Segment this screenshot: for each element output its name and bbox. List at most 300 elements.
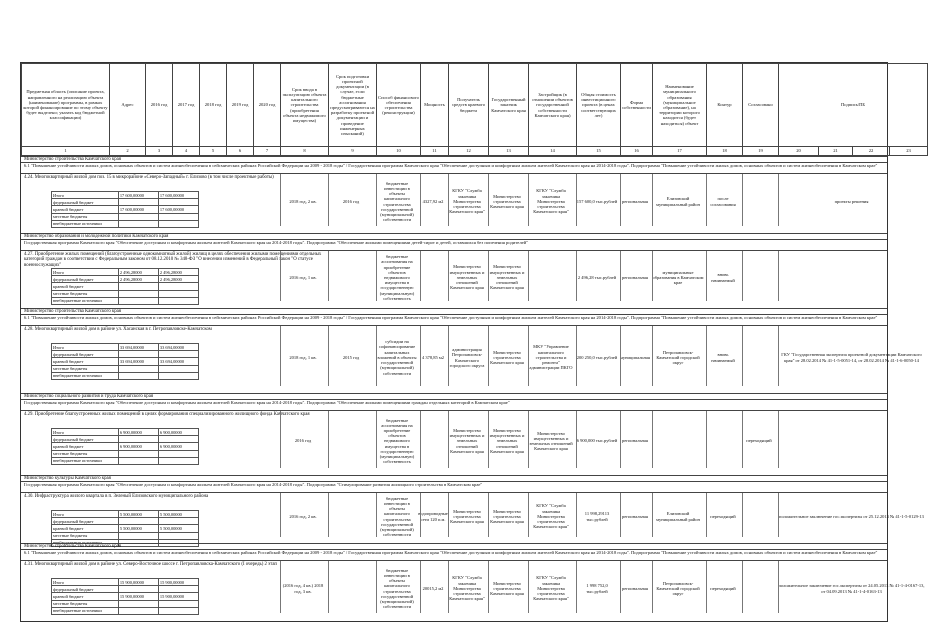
financing-cell: местные бюджеты bbox=[52, 213, 119, 220]
financing-row bbox=[52, 450, 199, 457]
financing-cell bbox=[118, 351, 158, 358]
financing-cell: федеральный бюджет bbox=[52, 276, 119, 283]
municipality: Петропавловск-Камчатский городской округ bbox=[656, 580, 700, 597]
developer: КГКУ "Служба заказчика Министерства строительства Камчатского края" bbox=[533, 575, 569, 602]
financing-row bbox=[52, 351, 199, 358]
financing-row bbox=[52, 344, 199, 351]
financing-method: бюджетные инвестиции в объекты капитального строительства государственной (муниципальной) собственности bbox=[380, 567, 414, 610]
budget-receiver: администрация Петропавловск-Камчатского городского округа bbox=[449, 347, 485, 368]
column-divider bbox=[448, 561, 449, 613]
column-number: 6 bbox=[227, 147, 254, 156]
ownership-form: региональная bbox=[622, 438, 648, 444]
financing-cell: Итого bbox=[52, 269, 119, 276]
financing-cell: 2 496,28000 bbox=[158, 276, 198, 283]
approval bbox=[742, 255, 776, 300]
column-number: 23 bbox=[890, 147, 928, 156]
financing-table bbox=[51, 578, 199, 615]
financing-row bbox=[52, 436, 199, 443]
capacity: 4 378,85 м2 bbox=[422, 354, 444, 360]
column-number: 10 bbox=[377, 147, 421, 156]
column-divider bbox=[652, 493, 653, 537]
object-title: 4.27. Приобретение жилых помещений (благоустроенные однокомнатный жилой) жилищ в целях обеспечения жилыми помещениями отдельных категорий граждан в соответствии с Федеральным законом от 08.12.2010 № 348-ФЗ "О внесении изменений в Федеральный закон "О статусе военнослужащих" bbox=[24, 252, 322, 268]
column-divider bbox=[576, 561, 577, 613]
column-divider bbox=[376, 326, 377, 386]
column-number: 21 bbox=[819, 147, 853, 156]
financing-cell: 15 900,00000 bbox=[118, 579, 158, 586]
column-divider bbox=[778, 493, 779, 537]
column-divider bbox=[620, 251, 621, 301]
financing-cell bbox=[118, 450, 158, 457]
column-divider bbox=[528, 174, 529, 226]
column-number: 16 bbox=[621, 147, 653, 156]
header-cell: 2016 год bbox=[146, 64, 173, 147]
column-divider bbox=[742, 174, 743, 226]
column-number: 8 bbox=[281, 147, 329, 156]
header-cell: Общая стоимость инвестиционного проекта (в ценах соответствующих лет) bbox=[577, 64, 621, 147]
column-number: 15 bbox=[577, 147, 621, 156]
object-row bbox=[21, 492, 924, 546]
column-divider bbox=[652, 251, 653, 301]
object-row bbox=[21, 173, 887, 226]
approval bbox=[742, 178, 776, 225]
approval: переходящий bbox=[746, 438, 772, 444]
ownership-form: муниципальная bbox=[620, 354, 650, 360]
financing-table bbox=[51, 268, 199, 305]
column-divider bbox=[420, 251, 421, 301]
column-divider bbox=[706, 411, 707, 468]
financing-cell: местные бюджеты bbox=[52, 290, 119, 297]
financing-cell bbox=[158, 586, 198, 593]
column-divider bbox=[488, 326, 489, 386]
column-divider bbox=[328, 561, 329, 613]
ministry-band: Министерство строительства Камчатского края bbox=[21, 156, 887, 162]
program-row: 6.1 "Повышение устойчивости жилых домов, основных объектов и систем жизнеобеспечения в сейсмических районах Российской Федерации на 2009 - 2018 годы" / Государственная программа Камчатского края "Обеспечение доступным и комфортным жильем жителей Камчатского края на 2014-2018 годы". Подпрограмма "Повышение устойчивости жилых домов, основных объектов и систем жизнеобеспечения в Камчатском крае" bbox=[21, 314, 887, 325]
column-divider bbox=[448, 411, 449, 468]
column-divider bbox=[576, 251, 577, 301]
column-divider bbox=[706, 493, 707, 537]
contour: вновь начинаемый bbox=[711, 272, 735, 283]
program-row: Государственная программа Камчатского края "Обеспечение доступным и комфортным жильем жителей Камчатского края на 2014-2018 годы". Подпрограмма "Стимулирование развития жилищного строительства в Камчатском крае" bbox=[21, 481, 887, 492]
column-divider bbox=[528, 493, 529, 537]
financing-cell: Итого bbox=[52, 579, 119, 586]
column-number: 9 bbox=[329, 147, 377, 156]
financing-cell: 17 600,00000 bbox=[158, 206, 198, 213]
column-divider bbox=[778, 326, 779, 386]
capacity bbox=[420, 255, 446, 300]
financing-cell: Итого bbox=[52, 344, 119, 351]
column-divider bbox=[576, 174, 577, 226]
column-divider bbox=[328, 411, 329, 468]
financing-cell bbox=[118, 532, 158, 539]
financing-cell: краевой бюджет bbox=[52, 283, 119, 290]
total-cost: 6 900,000 тыс.рублей bbox=[576, 438, 618, 444]
column-divider bbox=[706, 251, 707, 301]
financing-cell: 6 900,00000 bbox=[158, 443, 198, 450]
approval bbox=[742, 497, 776, 536]
financing-cell: Итого bbox=[52, 511, 119, 518]
column-number: 22 bbox=[853, 147, 890, 156]
financing-cell bbox=[158, 351, 198, 358]
financing-table bbox=[51, 428, 199, 465]
column-divider bbox=[652, 411, 653, 468]
column-divider bbox=[742, 493, 743, 537]
header-cell: Мощность bbox=[421, 64, 449, 147]
financing-cell: 6 900,00000 bbox=[118, 443, 158, 450]
financing-cell bbox=[158, 450, 198, 457]
financing-table bbox=[51, 510, 199, 547]
developer: КГКУ "Служба заказчика Министерства строительства Камчатского края" bbox=[533, 503, 569, 530]
financing-cell bbox=[158, 607, 198, 614]
ownership-form: региональная bbox=[622, 198, 648, 204]
capacity: 4327,92 м2 bbox=[422, 198, 444, 204]
financing-row bbox=[52, 457, 199, 464]
column-divider bbox=[528, 251, 529, 301]
column-divider bbox=[376, 493, 377, 537]
column-divider bbox=[706, 174, 707, 226]
financing-method: бюджетные инвестиции в объекты капитального строительства государственной (муниципальной) собственности bbox=[380, 495, 414, 538]
column-divider bbox=[280, 326, 281, 386]
column-number: 19 bbox=[743, 147, 779, 156]
program-row: Государственная программа Камчатского края "Обеспечение доступным и комфортным жильем жителей Камчатского края на 2014-2018 годы". Подпрограмма "Обеспечение жилыми помещениями граждан отдельных категорий в Камчатском крае" bbox=[21, 399, 887, 410]
financing-cell: 2 496,28000 bbox=[158, 269, 198, 276]
financing-cell: 5 500,00000 bbox=[158, 525, 198, 532]
column-divider bbox=[706, 561, 707, 613]
financing-cell bbox=[118, 283, 158, 290]
financing-cell: федеральный бюджет bbox=[52, 518, 119, 525]
column-divider bbox=[620, 174, 621, 226]
ministry-band: Министерство социального развития и труда Камчатского края bbox=[21, 393, 887, 399]
municipality: Петропавловск-Камчатский городской округ bbox=[656, 349, 700, 366]
column-divider bbox=[448, 493, 449, 537]
column-divider bbox=[620, 493, 621, 537]
financing-cell: 6 900,00000 bbox=[158, 429, 198, 436]
financing-cell bbox=[118, 199, 158, 206]
capacity: водопроводные сети 120 п.м. bbox=[418, 511, 448, 522]
column-divider bbox=[742, 251, 743, 301]
financing-cell bbox=[118, 600, 158, 607]
column-divider bbox=[620, 411, 621, 468]
budget-receiver: Министерство строительства Камчатского края bbox=[450, 508, 484, 525]
financing-cell: 33 694,00000 bbox=[118, 358, 158, 365]
developer: МКУ "Управление капитального строительства и ремонта" администрации ПКГО bbox=[529, 344, 573, 371]
column-divider bbox=[376, 174, 377, 226]
financing-cell bbox=[158, 220, 198, 227]
column-divider bbox=[376, 411, 377, 468]
column-divider bbox=[652, 561, 653, 613]
financing-row bbox=[52, 593, 199, 600]
column-divider bbox=[706, 326, 707, 386]
expertise-note: проекты решения bbox=[834, 198, 869, 204]
financing-cell: 2 496,28000 bbox=[118, 276, 158, 283]
developer bbox=[528, 255, 574, 300]
financing-method: бюджетные инвестиции в объекты капитального строительства государственной (муниципальной) собственности bbox=[380, 180, 414, 223]
column-number: 1 bbox=[22, 147, 110, 156]
header-cell: Форма собственности bbox=[621, 64, 653, 147]
financing-row bbox=[52, 532, 199, 539]
financing-cell bbox=[158, 290, 198, 297]
column-divider bbox=[376, 251, 377, 301]
completion-term: (2016 год, 4 кв.) 2018 год, 3 кв. bbox=[282, 583, 324, 594]
header-cell: Контур bbox=[707, 64, 743, 147]
financing-row bbox=[52, 365, 199, 372]
financing-cell: Итого bbox=[52, 192, 119, 199]
column-divider bbox=[528, 561, 529, 613]
header-cell: 2020 год bbox=[254, 64, 281, 147]
header-cell: Согласовано bbox=[743, 64, 779, 147]
financing-method: бюджетные ассигнования на приобретение объектов недвижимого имущества в государственную (муниципальную) собственность bbox=[379, 417, 415, 465]
total-cost: 2 496,28 тыс.рублей bbox=[577, 274, 617, 280]
financing-cell: внебюджетные источники bbox=[52, 220, 119, 227]
column-divider bbox=[488, 493, 489, 537]
header-cell: Государственный заказчик Камчатского края bbox=[489, 64, 529, 147]
financing-row bbox=[52, 358, 199, 365]
column-divider bbox=[328, 326, 329, 386]
developer: КГКУ "Служба заказчика Министерства строительства Камчатского края" bbox=[533, 188, 569, 215]
ministry-band: Министерство образования и молодежной политики Камчатского края bbox=[21, 233, 887, 239]
expertise-note: положительное заключение гос.экспертизы от 25.12.2013 № 41-1-5-0129-13 bbox=[779, 513, 924, 519]
approval bbox=[742, 565, 776, 612]
object-title: 4.24. Многоквартирный жилой дом поз. 15 в микрорайоне «Северо-Западный» г. Елизово (в том числе проектные работы) bbox=[24, 175, 274, 180]
financing-cell bbox=[118, 457, 158, 464]
budget-receiver: Министерство имущественных и земельных отношений Камчатского края bbox=[449, 427, 485, 454]
column-divider bbox=[576, 326, 577, 386]
column-divider bbox=[620, 326, 621, 386]
financing-cell bbox=[118, 220, 158, 227]
column-number: 17 bbox=[653, 147, 707, 156]
column-divider bbox=[778, 251, 779, 301]
financing-row bbox=[52, 518, 199, 525]
column-number: 3 bbox=[146, 147, 173, 156]
header-cell: Получатель средств краевого бюджета bbox=[449, 64, 489, 147]
financing-row bbox=[52, 607, 199, 614]
financing-row bbox=[52, 269, 199, 276]
column-divider bbox=[280, 561, 281, 613]
financing-cell: краевой бюджет bbox=[52, 443, 119, 450]
financing-cell bbox=[158, 600, 198, 607]
financing-method: субсидии на софинансирование капитальных вложений в объекты государственной (муниципальной) собственности bbox=[377, 339, 417, 376]
budget-table bbox=[20, 62, 925, 622]
financing-cell: 15 900,00000 bbox=[158, 593, 198, 600]
financing-cell: местные бюджеты bbox=[52, 600, 119, 607]
financing-cell bbox=[118, 213, 158, 220]
financing-cell: федеральный бюджет bbox=[52, 351, 119, 358]
financing-row bbox=[52, 372, 199, 379]
program-row: 6.1 "Повышение устойчивости жилых домов, основных объектов и систем жизнеобеспечения в сейсмических районах Российской Федерации на 2009 - 2018 годы" / Государственная программа Камчатского края "Обеспечение доступным и комфортным жильем жителей Камчатского края на 2014-2018 годы". Подпрограмма "Повышение устойчивости жилых домов, основных объектов и систем жизнеобеспечения в Камчатском крае" bbox=[21, 162, 887, 173]
financing-row bbox=[52, 579, 199, 586]
financing-cell: краевой бюджет bbox=[52, 525, 119, 532]
financing-cell bbox=[158, 283, 198, 290]
financing-row bbox=[52, 206, 199, 213]
column-number: 14 bbox=[529, 147, 577, 156]
financing-cell: 6 900,00000 bbox=[118, 429, 158, 436]
column-divider bbox=[280, 251, 281, 301]
object-row bbox=[21, 250, 887, 304]
municipality: Елизовский муниципальный район bbox=[656, 196, 700, 207]
financing-row bbox=[52, 443, 199, 450]
header-row bbox=[22, 64, 928, 147]
object-row bbox=[21, 325, 922, 386]
column-divider bbox=[742, 411, 743, 468]
financing-cell: 15 900,00000 bbox=[158, 579, 198, 586]
financing-cell: 33 694,00000 bbox=[118, 344, 158, 351]
header-cell: 2018 год bbox=[200, 64, 227, 147]
budget-receiver: КГКУ "Служба заказчика Министерства строительства Камчатского края" bbox=[449, 188, 485, 215]
design-term: 2015 год bbox=[342, 354, 360, 360]
financing-cell bbox=[158, 532, 198, 539]
financing-cell bbox=[118, 607, 158, 614]
financing-cell: местные бюджеты bbox=[52, 532, 119, 539]
column-number: 18 bbox=[707, 147, 743, 156]
completion-term: 2016 год, 2 кв. bbox=[289, 513, 317, 519]
financing-row bbox=[52, 525, 199, 532]
financing-cell bbox=[158, 457, 198, 464]
financing-cell: федеральный бюджет bbox=[52, 199, 119, 206]
municipality bbox=[652, 415, 704, 467]
capacity bbox=[420, 415, 446, 467]
column-divider bbox=[778, 411, 779, 468]
financing-cell: внебюджетные источники bbox=[52, 539, 119, 546]
financing-cell: 17 600,00000 bbox=[158, 192, 198, 199]
financing-cell bbox=[158, 436, 198, 443]
object-title: 4.28. Многоквартирный жилой дом в районе ул. Хасанская в г. Петропавловске-Камчатском bbox=[24, 327, 212, 332]
financing-cell: 5 500,00000 bbox=[158, 511, 198, 518]
municipality: муниципальные образования в Камчатском крае bbox=[652, 269, 704, 286]
column-divider bbox=[420, 174, 421, 226]
column-divider bbox=[328, 493, 329, 537]
column-divider bbox=[280, 411, 281, 468]
financing-cell: 15 900,00000 bbox=[118, 593, 158, 600]
design-term bbox=[328, 497, 374, 536]
financing-row bbox=[52, 220, 199, 227]
financing-cell bbox=[118, 372, 158, 379]
state-customer: Министерство строительства Камчатского края bbox=[490, 193, 524, 210]
ownership-form: региональная bbox=[622, 274, 648, 280]
column-divider bbox=[328, 251, 329, 301]
financing-table bbox=[51, 191, 199, 228]
state-customer: Министерство строительства Камчатского края bbox=[490, 508, 524, 525]
financing-cell: 5 500,00000 bbox=[118, 525, 158, 532]
column-divider bbox=[448, 326, 449, 386]
state-customer: Министерство строительства Камчатского края bbox=[490, 580, 524, 597]
financing-row bbox=[52, 192, 199, 199]
total-cost: 1 998 752,0 тыс.рублей bbox=[586, 583, 608, 594]
financing-cell bbox=[118, 290, 158, 297]
financing-cell: федеральный бюджет bbox=[52, 586, 119, 593]
expertise-note bbox=[778, 415, 925, 467]
financing-cell: 17 600,00000 bbox=[118, 206, 158, 213]
total-cost: 157 600,0 тыс.рублей bbox=[576, 198, 618, 204]
header-cell: Способ финансового обеспечения строительства (реконструкции) bbox=[377, 64, 421, 147]
financing-cell: внебюджетные источники bbox=[52, 372, 119, 379]
contour bbox=[706, 415, 740, 467]
ministry-band: Министерство строительства Камчатского края bbox=[21, 543, 887, 549]
total-cost: 200 250,0 тыс.рублей bbox=[576, 354, 618, 360]
column-divider bbox=[652, 326, 653, 386]
contour: вновь начинаемый bbox=[711, 352, 735, 363]
column-divider bbox=[420, 411, 421, 468]
header-cell: Предметная область (описание проекта, направленного на реализацию объекта (наименование) программы, в рамках которой финансирование по этому объекту будет выделено; указать код бюджетной классификации) bbox=[22, 64, 110, 147]
budget-receiver: Министерство имущественных и земельных отношений Камчатского края bbox=[449, 264, 485, 291]
column-divider bbox=[280, 174, 281, 226]
column-divider bbox=[576, 493, 577, 537]
object-row bbox=[21, 560, 925, 614]
design-term bbox=[328, 255, 374, 300]
column-divider bbox=[488, 561, 489, 613]
table-header bbox=[21, 63, 928, 156]
completion-term: 2016 год bbox=[294, 438, 312, 444]
column-divider bbox=[742, 326, 743, 386]
column-divider bbox=[652, 174, 653, 226]
financing-row bbox=[52, 283, 199, 290]
object-row bbox=[21, 410, 887, 468]
column-number: 20 bbox=[779, 147, 819, 156]
column-number: 2 bbox=[110, 147, 146, 156]
program-row: 6.1 "Повышение устойчивости жилых домов, основных объектов и систем жизнеобеспечения в сейсмических районах Российской Федерации на 2009 - 2018 годы" / Государственная программа Камчатского края "Обеспечение доступным и комфортным жильем жителей Камчатского края на 2014-2018 годы". Подпрограмма "Повышение устойчивости жилых домов, основных объектов и систем жизнеобеспечения в Камчатском крае" bbox=[21, 549, 887, 560]
header-cell: 2017 год bbox=[173, 64, 200, 147]
column-divider bbox=[420, 493, 421, 537]
approval bbox=[742, 330, 776, 385]
header-cell: Срок подготовки проектной документации (в случае, если бюджетные ассигнования предусматриваются на разработку проектной документации и проведение инженерных изысканий) bbox=[329, 64, 377, 147]
financing-cell bbox=[118, 518, 158, 525]
completion-term: 2016 год, 1 кв. bbox=[289, 274, 317, 280]
capacity: 20015,2 м2 bbox=[422, 585, 444, 591]
header-cell: Срок ввода в эксплуатацию объекта капитального строительства (приобретения объекта недвижимого имущества) bbox=[281, 64, 329, 147]
financing-cell bbox=[158, 372, 198, 379]
financing-cell bbox=[158, 297, 198, 304]
financing-cell: 33 694,00000 bbox=[158, 358, 198, 365]
financing-cell: федеральный бюджет bbox=[52, 436, 119, 443]
budget-receiver: КГКУ "Служба заказчика Министерства строительства Камчатского края" bbox=[449, 575, 485, 602]
column-numbers-row bbox=[22, 147, 928, 156]
financing-cell bbox=[118, 436, 158, 443]
design-term: 2016 год bbox=[342, 198, 360, 204]
expertise-note: положительное заключение гос.экспертизы от 24.05.2013 № 41-1-4-0167-13, от 04.09.2013 № 41-1-4-0163-13 bbox=[778, 583, 925, 594]
design-term bbox=[328, 415, 374, 467]
financing-cell bbox=[118, 586, 158, 593]
header-cell: Адрес bbox=[110, 64, 146, 147]
column-divider bbox=[620, 561, 621, 613]
contour: переходящий bbox=[710, 513, 736, 519]
column-divider bbox=[488, 174, 489, 226]
financing-cell bbox=[158, 518, 198, 525]
financing-row bbox=[52, 290, 199, 297]
financing-row bbox=[52, 199, 199, 206]
financing-row bbox=[52, 511, 199, 518]
financing-cell bbox=[118, 297, 158, 304]
column-number: 11 bbox=[421, 147, 449, 156]
financing-table bbox=[51, 343, 199, 380]
column-divider bbox=[280, 493, 281, 537]
total-cost: 11 998,29113 тыс.рублей bbox=[584, 511, 610, 522]
column-divider bbox=[420, 326, 421, 386]
ownership-form: региональная bbox=[622, 513, 648, 519]
financing-cell bbox=[158, 365, 198, 372]
financing-cell: внебюджетные источники bbox=[52, 607, 119, 614]
financing-row bbox=[52, 297, 199, 304]
ownership-form: региональная bbox=[622, 585, 648, 591]
column-divider bbox=[528, 411, 529, 468]
financing-method: бюджетные ассигнования на приобретение объектов недвижимого имущества в государственную (муниципальную) собственность bbox=[379, 254, 415, 301]
financing-row bbox=[52, 276, 199, 283]
financing-row bbox=[52, 600, 199, 607]
financing-cell bbox=[118, 365, 158, 372]
expertise-note bbox=[778, 255, 925, 300]
column-number: 13 bbox=[489, 147, 529, 156]
developer: Министерство имущественных и земельных отношений Камчатского края bbox=[529, 430, 573, 452]
financing-cell: краевой бюджет bbox=[52, 358, 119, 365]
state-customer: Министерство строительства Камчатского края bbox=[490, 349, 524, 366]
state-customer: Министерство имущественных и земельных отношений Камчатского края bbox=[489, 427, 525, 454]
